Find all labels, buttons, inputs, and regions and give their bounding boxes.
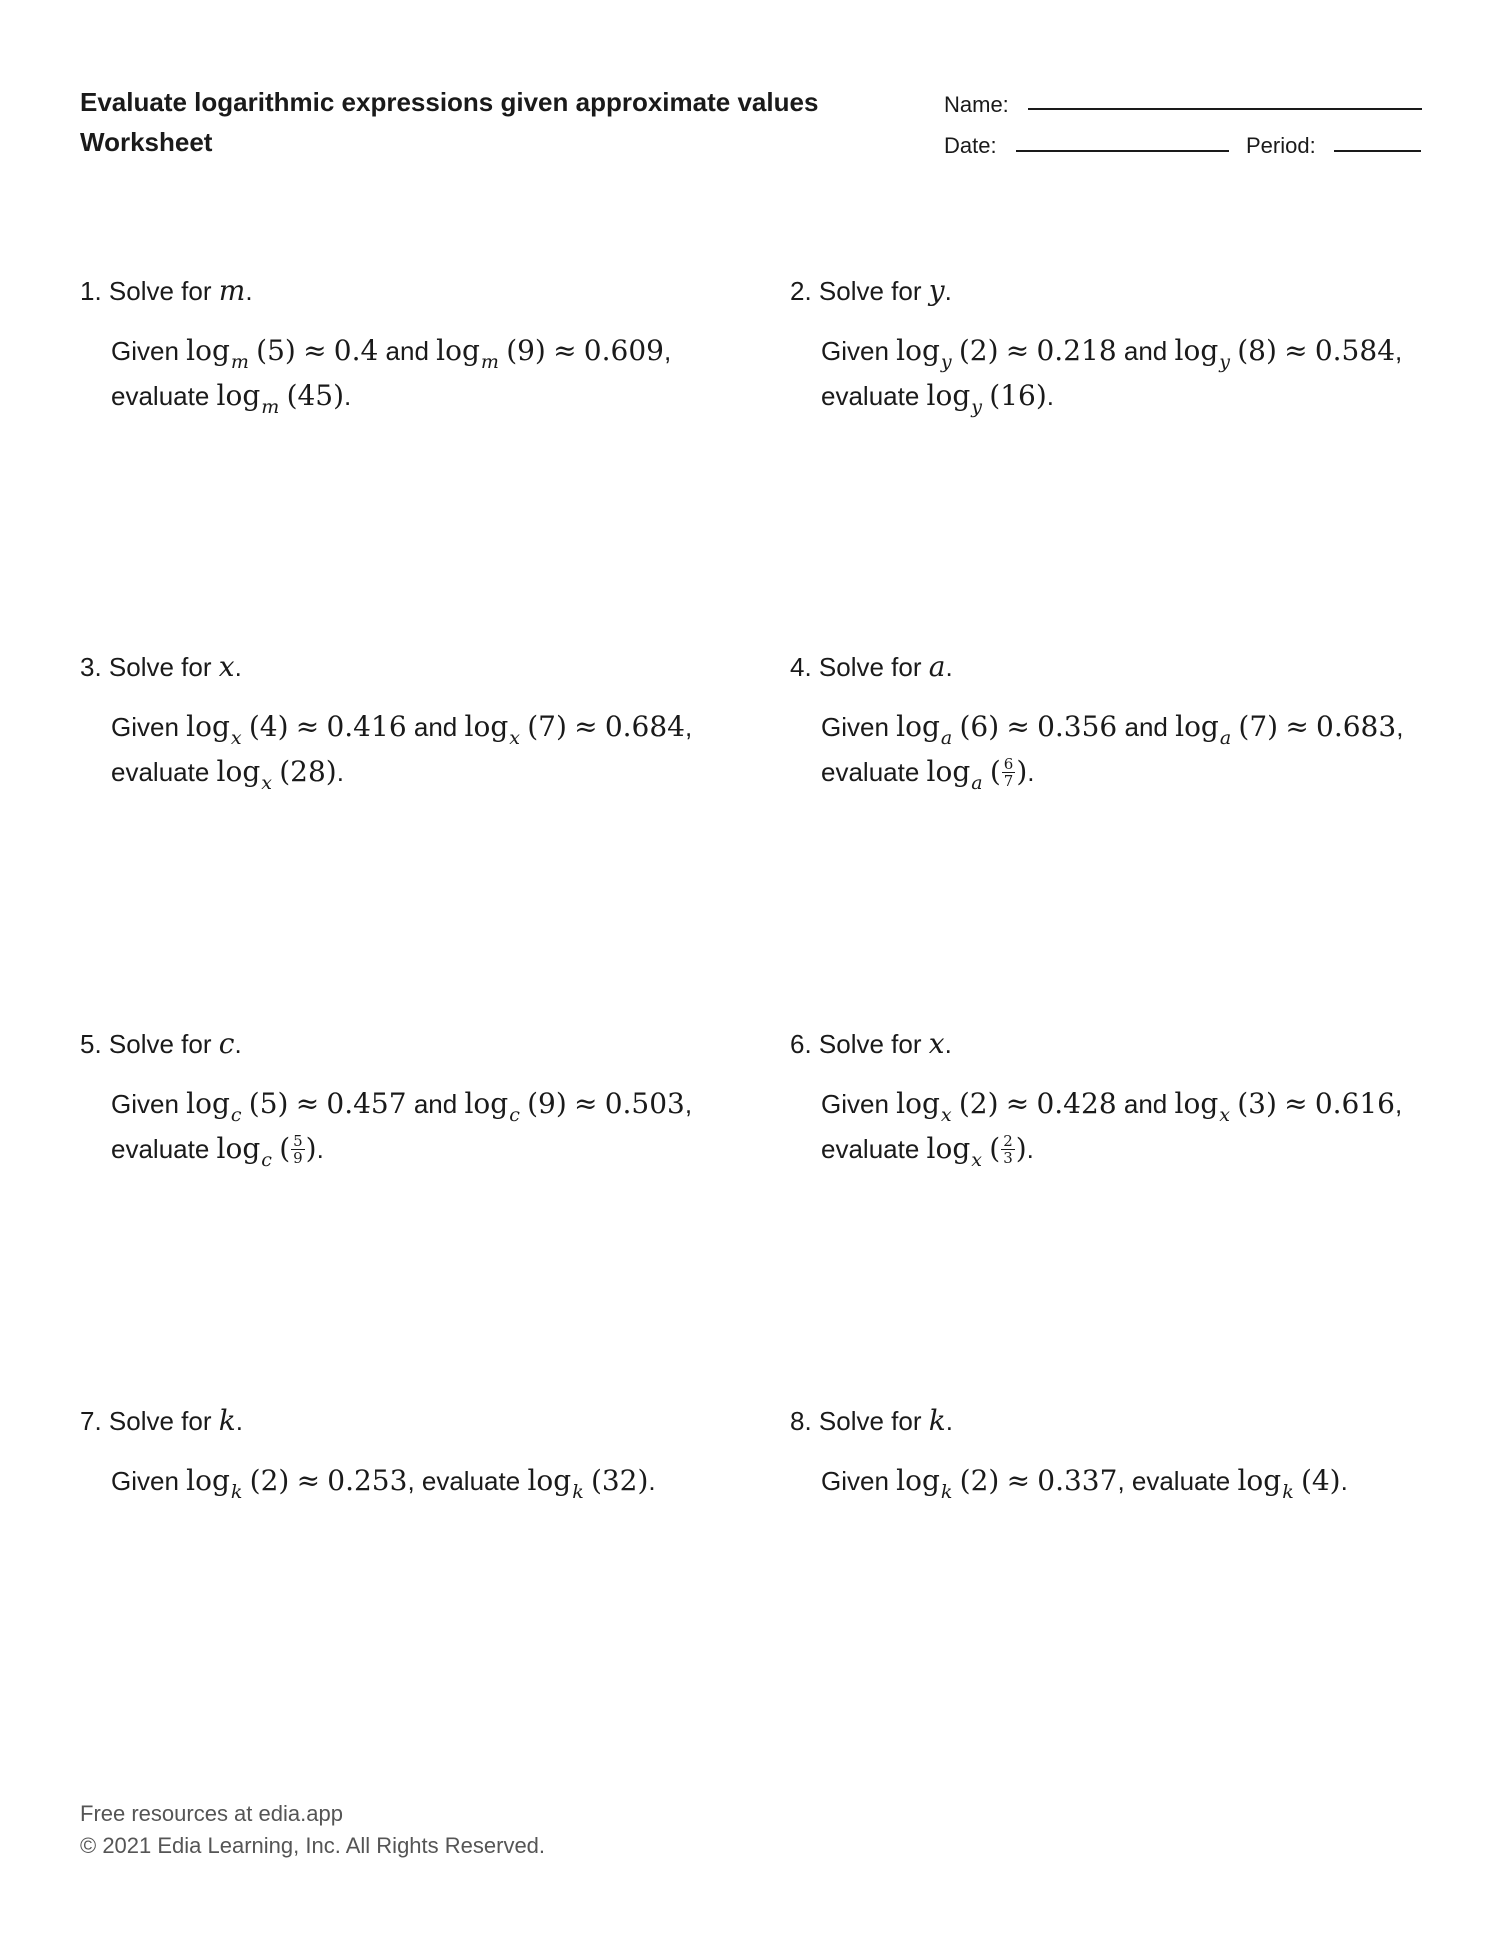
problem-4 [790,650,1430,796]
problem-statement: Given $\log_a (6) \approx 0.356$ and $\log_a (7) \approx 0.683$, evaluate $\log_a$ ( $\frac{6}{7}$ ). [821,710,1404,794]
problem-5 [80,1027,720,1173]
fraction: $\frac{2}{3}$ [1003,1131,1013,1167]
problem-6 [790,1027,1430,1173]
problem-3 [80,650,720,796]
problem-statement: Given $\log_c (5) \approx 0.457$ and $\log_c (9) \approx 0.503$, evaluate $\log_c$ ( $\frac{5}{9}$ ). [111,1087,693,1171]
problem-heading: 7. Solve for k. [80,1404,243,1437]
problem-heading: 8. Solve for k. [790,1404,953,1437]
problem-2 [790,274,1430,420]
period-label: Period: [1246,133,1316,158]
title-line-1: Evaluate logarithmic expressions given approximate values [80,87,819,117]
problem-heading: 3. Solve for x. [80,650,242,683]
problem-statement: Given $\log_y (2) \approx 0.218$ and $\log_y (8) \approx 0.584$, evaluate $\log_y (16)$. [821,334,1403,418]
problem-statement: Given $\log_x (4) \approx 0.416$ and $\log_x (7) \approx 0.684$, evaluate $\log_x (28)$. [111,710,693,794]
worksheet-title [80,82,818,162]
problem-1 [80,274,720,420]
title-line-2: Worksheet [80,127,213,157]
problem-heading: 4. Solve for a. [790,650,953,683]
problem-heading: 6. Solve for x. [790,1027,952,1060]
name-field-line[interactable] [1028,108,1422,110]
footer [80,1798,545,1862]
fraction: $\frac{6}{7}$ [1003,754,1014,790]
fraction: $\frac{5}{9}$ [293,1131,303,1167]
problem-heading: 1. Solve for m. [80,274,253,307]
footer-resources: Free resources at edia.app [80,1801,343,1826]
date-field-line[interactable] [1016,150,1229,152]
footer-copyright: © 2021 Edia Learning, Inc. All Rights Reserved. [80,1833,546,1858]
problem-heading: 2. Solve for y. [790,274,952,307]
problem-statement: Given $\log_m (5) \approx 0.4$ and $\log_m (9) \approx 0.609$, evaluate $\log_m (45)$. [111,334,672,418]
problem-statement: Given $\log_x (2) \approx 0.428$ and $\log_x (3) \approx 0.616$, evaluate $\log_x$ ( $\frac{2}{3}$ ). [821,1087,1403,1171]
problem-statement: Given $\log_k (2) \approx 0.253$, evaluate $\log_k (32)$. [111,1464,656,1503]
date-label: Date: [944,133,997,158]
problem-statement: Given $\log_k (2) \approx 0.337$, evaluate $\log_k (4)$. [821,1464,1348,1503]
problem-8 [790,1404,1430,1505]
problem-heading: 5. Solve for c. [80,1027,242,1060]
problem-7 [80,1404,720,1505]
period-field-line[interactable] [1334,150,1421,152]
name-label: Name: [944,92,1009,117]
